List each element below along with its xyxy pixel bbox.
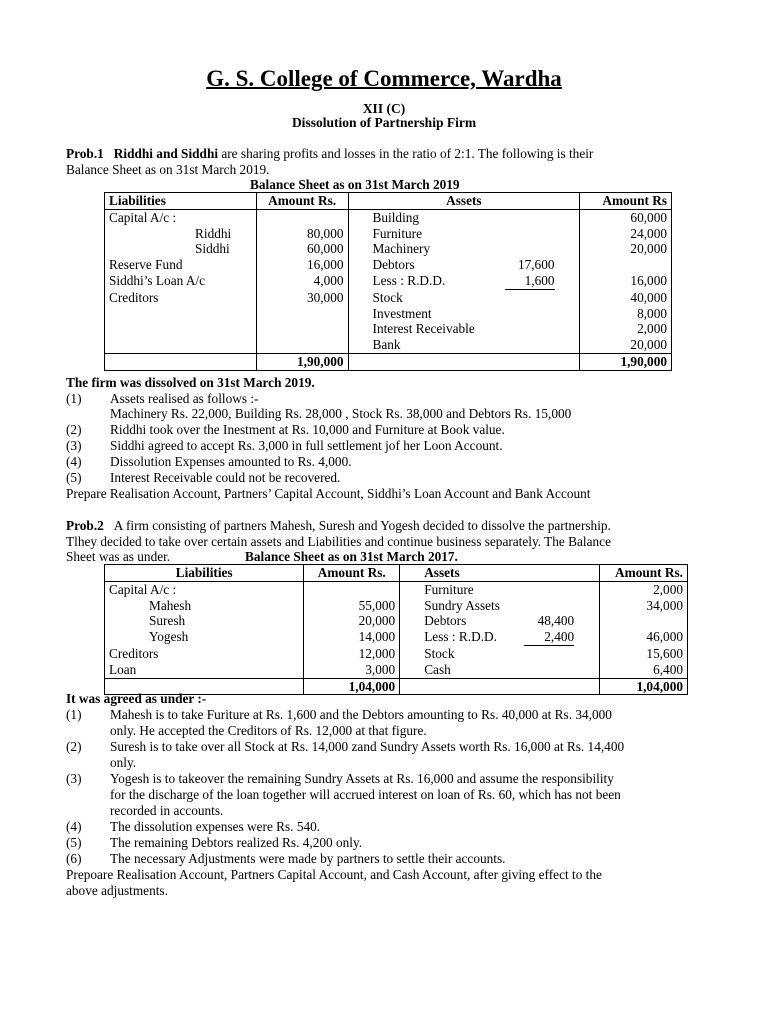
table-row: Loan 3,000 Cash 6,400 [105,662,688,678]
table-row: Interest Receivable 2,000 [105,321,672,337]
header-amount: Amount Rs [580,193,672,210]
list-item: only. He accepted the Creditors of Rs. 12,000 at that figure. [110,723,427,738]
list-item: Assets realised as follows :- [110,391,259,406]
document-page: G. S. College of Commerce, Wardha XII (C) Dissolution of Partnership Firm Prob.1 Riddhi and Siddhi are sharing profits and losses in the ratio of 2:1. The following is their Balance Sheet as on 31st March 2019. Balance Sheet as on 31st March 2019 Liabilities Amount Rs. Assets Amount Rs Capital A/c : Building 60,000 Riddhi 80,000 Furniture 24,000 Siddhi 60,000 Machinery 20,000 Reserve Fund 16,000 Debtors 17,600 Siddhi’s Loan A/c 4,000 Less : R.D.D. 1,600 16,000 Creditors 30,000 Stock 40,000 Investment 8,000 Interest Receivable 2,000 Bank 20,000 1,90,000 1,90,000 The firm was dissolved on 31st March 2019. (1) Assets realised as follows :- Machinery Rs. 22,000, Building Rs. 28,000 , Stock Rs. 38,000 and Debtors Rs. 15,000 (2) Riddhi took over the Inestment at Rs. 10,000 and Furniture at Book value. (3) Siddhi agreed to accept Rs. 3,000 in full settlement jof her Loon Account. (4) Dissolution Expenses amounted to Rs. 4,000. (5) Interest Receivable could not be recovered. Prepare Realisation Account, Partners’ Capital Account, Siddhi’s Loan Account and Bank Account Prob.2 A firm consisting of partners Mahesh, Suresh and Yogesh decided to dissolve the partnership. Tlhey decided to take over certain assets and Liabilities and continue business separately. The Balance Sheet was as under. Balance Sheet as on 31st March 2017. Liabilities Amount Rs. Assets Amount Rs. Capital A/c : Furniture 2,000 Mahesh 55,000 Sundry Assets 34,000 Suresh 20,000 Debtors 48,400 Yogesh 14,000 Less : R.D.D. 2,400 46,000 Creditors 12,000 Stock 15,600 Loan 3,000 Cash 6,400 1,04,000 1,04,000 It was agreed as under :- (1) Mahesh is to take Furiture at Rs. 1,600 and the Debtors amounting to Rs. 40,000 at Rs. 34,000 only. He accepted the Creditors of Rs. 12,000 at that figure. (2) Suresh is to take over all Stock at Rs. 14,000 zand Sundry Assets worth Rs. 16,000 at Rs. 14,400 only. (3) Yogesh is to takeover the remaining Sundry Assets at Rs. 16,000 and assume the responsibility for the discharge of the loan together will accrued interest on loan of Rs. 60, which has not been recorded in accounts. (4) The dissolution expenses were Rs. 540. (5) The remaining Debtors realized Rs. 4,200 only. (6) The necessary Adjustments were made by partners to settle their accounts. Prepoare Realisation Account, Partners Capital Account, and Cash Account, after giving effect to the above adjustments. [0,0,768,1024]
list-item: Machinery Rs. 22,000, Building Rs. 28,000 , Stock Rs. 38,000 and Debtors Rs. 15,000 [110,406,572,421]
header-liabilities: Liabilities [105,193,257,210]
header-amount: Amount Rs. [256,193,348,210]
list-item: Mahesh is to take Furiture at Rs. 1,600 and the Debtors amounting to Rs. 40,000 at Rs. 34,000 [110,707,612,722]
prob1-prepare: Prepare Realisation Account, Partners’ Capital Account, Siddhi’s Loan Account and Bank Account [66,486,591,501]
prob2-intro-line2: Tlhey decided to take over certain assets and Liabilities and continue business separately. The Balance [66,534,611,549]
prob1-intro-line2: Balance Sheet as on 31st March 2019. [66,162,270,177]
table-row: Mahesh 55,000 Sundry Assets 34,000 [105,598,688,614]
list-item: The remaining Debtors realized Rs. 4,200 only. [110,835,363,850]
list-item: Riddhi took over the Inestment at Rs. 10,000 and Furniture at Book value. [110,422,505,437]
prob2-balance-sheet [104,564,688,695]
prob2-table-title: Balance Sheet as on 31st March 2017. [245,549,458,564]
list-item: recorded in accounts. [110,803,224,818]
table-row: Capital A/c : Building 60,000 [105,209,672,225]
prob2-intro: Prob.2 A firm consisting of partners Mahesh, Suresh and Yogesh decided to dissolve the partnership. [66,518,611,533]
total-liabilities: 1,04,000 [304,678,400,695]
prob1-balance-sheet [104,192,672,371]
table-row: Creditors 12,000 Stock 15,600 [105,646,688,662]
table-header-row: Liabilities Amount Rs. Assets Amount Rs. [105,565,688,582]
prob1-label: Prob.1 [66,146,104,161]
table-row: Riddhi 80,000 Furniture 24,000 [105,226,672,242]
total-assets: 1,04,000 [600,678,688,695]
list-item: The necessary Adjustments were made by partners to settle their accounts. [110,851,506,866]
prob2-prepare: Prepoare Realisation Account, Partners Capital Account, and Cash Account, after giving effect to the [66,867,602,882]
prob2-label: Prob.2 [66,518,104,533]
table-row: Investment 8,000 [105,306,672,322]
prob1-intro [66,146,593,162]
list-item: Interest Receivable could not be recovered. [110,470,341,485]
table-row: Creditors 30,000 Stock 40,000 [105,290,672,306]
list-item: only. [110,755,137,770]
table-row: Suresh 20,000 Debtors 48,400 [105,613,688,629]
list-item: Siddhi agreed to accept Rs. 3,000 in full settlement jof her Loon Account. [110,438,503,453]
table-header-row [105,193,672,210]
header-assets: Assets [348,193,580,210]
table-row: Siddhi 60,000 Machinery 20,000 [105,241,672,257]
total-row [105,353,672,370]
prob1-table-title: Balance Sheet as on 31st March 2019 [250,177,460,192]
class-label: XII (C) [362,101,406,116]
total-liabilities: 1,90,000 [256,353,348,370]
table-row: Bank 20,000 [105,337,672,353]
prob1-dissolved: The firm was dissolved on 31st March 2019. [66,375,315,390]
prob2-agreed: It was agreed as under :- [66,691,207,706]
topic-heading: Dissolution of Partnership Firm [291,115,477,130]
table-row: Reserve Fund 16,000 Debtors 17,600 [105,257,672,273]
list-item: for the discharge of the loan together will accrued interest on loan of Rs. 60, which has not been [110,787,621,802]
list-item: The dissolution expenses were Rs. 540. [110,819,321,834]
list-item: Suresh is to take over all Stock at Rs. 14,000 zand Sundry Assets worth Rs. 16,000 at Rs. 14,400 [110,739,625,754]
prob1-intro-rest: are sharing profits and losses in the ratio of 2:1. The following is their [218,146,594,161]
list-item: Yogesh is to takeover the remaining Sundry Assets at Rs. 16,000 and assume the responsibility [110,771,614,786]
college-title: G. S. College of Commerce, Wardha [206,66,562,91]
table-row: Siddhi’s Loan A/c 4,000 Less : R.D.D. 1,600 16,000 [105,273,672,290]
total-assets: 1,90,000 [580,353,672,370]
list-item: Dissolution Expenses amounted to Rs. 4,000. [110,454,352,469]
prob2-prepare-line2: above adjustments. [66,883,168,898]
list-item: (1) [66,391,82,406]
prob1-names: Riddhi and Siddhi [113,146,219,161]
table-row: Capital A/c : Furniture 2,000 [105,581,688,597]
table-row: Yogesh 14,000 Less : R.D.D. 2,400 46,000 [105,629,688,646]
prob2-intro-line3: Sheet was as under. [66,549,171,564]
